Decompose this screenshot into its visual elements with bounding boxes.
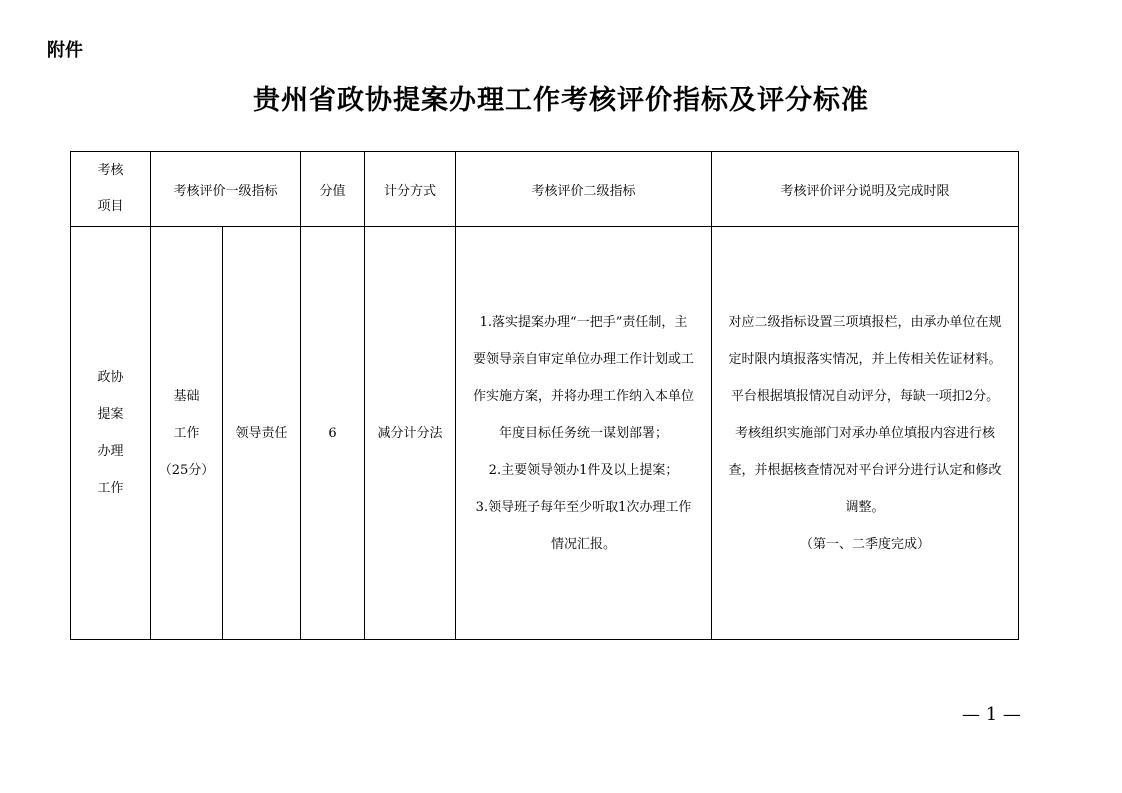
- table-row: [71, 227, 1019, 640]
- level2-line: 要领导亲自审定单位办理工作计划或工: [473, 351, 695, 367]
- description-line: 平台根据填报情况自动评分，每缺一项扣2分。: [730, 388, 1000, 404]
- level2-line: 作实施方案，并将办理工作纳入本单位: [473, 388, 695, 404]
- attachment-label: 附件: [47, 40, 83, 61]
- header-level1: 考核评价一级指标: [151, 152, 301, 227]
- level1-main-line: （25分）: [158, 462, 215, 478]
- header-description: 考核评价评分说明及完成时限: [712, 152, 1019, 227]
- cell-level2: [456, 227, 712, 640]
- header-level2: 考核评价二级指标: [456, 152, 712, 227]
- item-line: 提案: [97, 407, 124, 422]
- header-item-line1: 考核: [97, 163, 124, 178]
- level1-main-line: 工作: [173, 425, 200, 441]
- description-line: 调整。: [845, 499, 885, 515]
- page-number: — 1 —: [962, 704, 1021, 725]
- item-line: 政协: [97, 370, 124, 385]
- header-item-line2: 项目: [97, 199, 124, 214]
- level2-line: 情况汇报。: [551, 536, 617, 552]
- item-line: 工作: [97, 481, 124, 496]
- table-header-row: [71, 152, 1019, 227]
- evaluation-table: [70, 151, 1019, 640]
- item-line: 办理: [97, 444, 124, 459]
- cell-score: 6: [301, 227, 365, 640]
- level2-line: 2.主要领导领办1件及以上提案；: [488, 462, 679, 478]
- level1-main-line: 基础: [173, 388, 200, 404]
- description-line: 定时限内填报落实情况，并上传相关佐证材料。: [728, 351, 1002, 367]
- description-line: （第一、二季度完成）: [800, 536, 931, 552]
- level2-line: 年度目标任务统一谋划部署；: [499, 425, 669, 441]
- description-line: 查，并根据核查情况对平台评分进行认定和修改: [728, 462, 1002, 478]
- level2-line: 3.领导班子每年至少听取1次办理工作: [475, 499, 692, 515]
- header-score: 分值: [301, 152, 365, 227]
- header-method: 计分方式: [365, 152, 456, 227]
- cell-method: 减分计分法: [365, 227, 456, 640]
- level2-line: 1.落实提案办理“一把手”责任制，主: [479, 314, 688, 330]
- description-line: 考核组织实施部门对承办单位填报内容进行核: [735, 425, 996, 441]
- description-line: 对应二级指标设置三项填报栏，由承办单位在规: [728, 314, 1002, 330]
- header-item: [71, 152, 151, 227]
- cell-level1-main: [151, 227, 223, 640]
- cell-level1-sub: 领导责任: [223, 227, 301, 640]
- cell-description: [712, 227, 1019, 640]
- document-title: 贵州省政协提案办理工作考核评价指标及评分标准: [253, 85, 869, 116]
- cell-item: [71, 227, 151, 640]
